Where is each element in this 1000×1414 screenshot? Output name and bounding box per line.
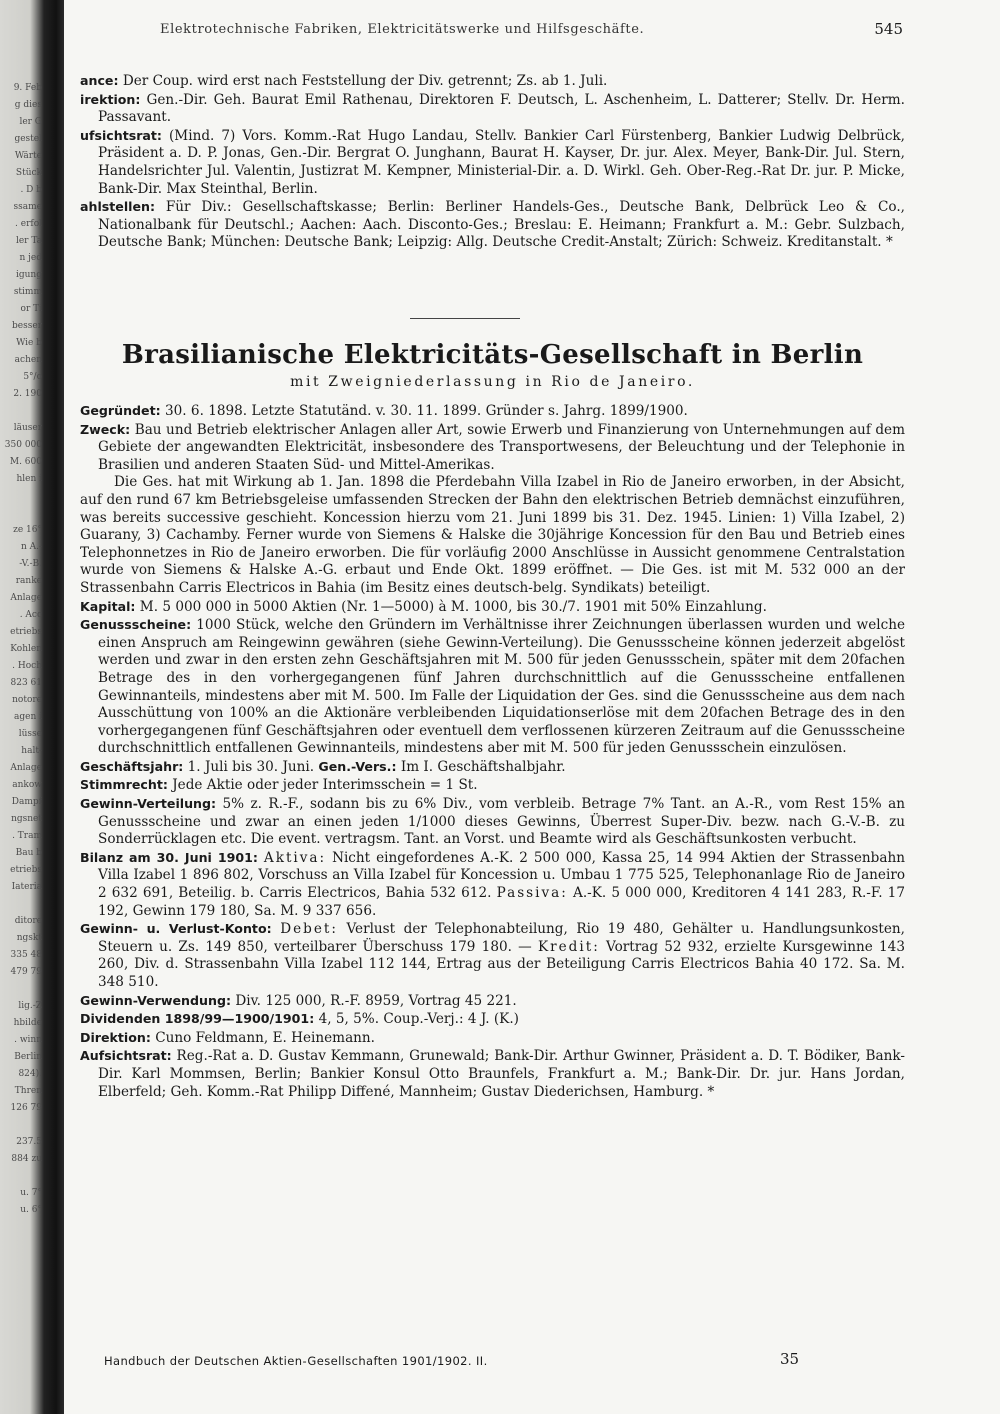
spine-fragment: . Tram	[12, 831, 42, 841]
spine-fragment: 126 79	[10, 1103, 42, 1113]
spine-fragment: Kohlen	[10, 644, 42, 654]
previous-page-fragments	[2, 80, 42, 1219]
spine-fragment: igung	[16, 270, 42, 280]
spine-fragment: 823 61	[10, 678, 42, 688]
spine-fragment: ditore	[14, 916, 42, 926]
spine-fragment	[2, 403, 42, 420]
spine-fragment: n A.-	[20, 542, 42, 552]
book-spine	[0, 0, 64, 1414]
entry-gewinn-verlust: Gewinn- u. Verlust-Konto: Debet: Verlust der Telephonabteilung, Rio 19 480, Gehälter u. Handlungsunkosten, Steuern u. Zs. 149 850, verteilbarer Überschuss 179 180. — Kredit: Vortrag 52 932, erzielte Kursgewinne 143 260, Div. d. Strassenbahn Villa Izabel 112 144, Ertrag aus der Beteiligung Carris Electricos Bahia 40 172. Sa. M. 348 510.	[80, 921, 905, 990]
spine-fragment: läuser	[13, 423, 42, 433]
spine-fragment: u. 7°	[20, 1188, 42, 1198]
spine-fragment: Anlage	[10, 593, 42, 603]
prev-entry-label: ufsichtsrat:	[80, 127, 162, 143]
previous-company-tail	[80, 72, 905, 252]
spine-fragment: n jed	[19, 253, 42, 263]
entry-dividenden: Dividenden 1898/99—1900/1901: 4, 5, 5%. Coup.-Verj.: 4 J. (K.)	[80, 1011, 519, 1028]
spine-fragment: lig.-Z	[18, 1001, 42, 1011]
entry-stimmrecht: Stimmrecht: Jede Aktie oder jeder Interimsschein = 1 St.	[80, 777, 478, 794]
entry-aufsichtsrat: Aufsichtsrat: Reg.-Rat a. D. Gustav Kemmann, Grunewald; Bank-Dir. Arthur Gwinner, Präsident a. D. T. Bödiker, Bank-Dir. Karl Mommsen, Berlin; Bankier Konsul Otto Braunfels, Frankfurt a. M.; Bank-Dir. Dr. jur. Hans Jordan, Elberfeld; Geh. Komm.-Rat Philipp Diffené, Mannheim; Gustav Diederichsen, Hamburg. *	[80, 1048, 905, 1100]
spine-fragment: achen	[14, 355, 42, 365]
entry-gewinn-verwendung: Gewinn-Verwendung: Div. 125 000, R.-F. 8959, Vortrag 45 221.	[80, 992, 517, 1009]
prev-entry-label: ance:	[80, 73, 119, 88]
spine-fragment: 884 zu	[11, 1154, 42, 1164]
spine-fragment: Berlin	[14, 1052, 42, 1062]
prev-entry	[80, 127, 905, 198]
spine-fragment: ler Ta	[15, 236, 42, 246]
spine-fragment: 9. Feb	[13, 83, 42, 93]
entry-gewinn-verteilung: Gewinn-Verteilung: 5% z. R.-F., sodann bis zu 6% Div., vom verbleib. Betrage 7% Tant. an A.-R., vom Rest 15% an Genussscheine und zwar an einen jeden 1/1000 dieses Gewinns, Überrest Super-Div. bezw. nach G.-V.-B. zu Sonderrücklagen etc. Die event. vertragsm. Tant. an Vorst. und Beamte wird als Geschäftsunkosten verbucht.	[80, 796, 905, 848]
entry-geschaeftsjahr: Geschäftsjahr: 1. Juli bis 30. Juni. Gen.-Vers.: Im I. Geschäftshalbjahr.	[80, 758, 566, 775]
page	[80, 0, 915, 1414]
company-subtitle: mit Zweigniederlassung in Rio de Janeiro.	[290, 374, 695, 390]
section-divider	[410, 318, 520, 319]
spine-fragment: etriebs	[10, 865, 42, 875]
company-title: Brasilianische Elektricitäts-Gesellschaft in Berlin	[121, 340, 864, 370]
spine-fragment: . D b	[20, 185, 42, 195]
spine-fragment: . Acc	[19, 610, 42, 620]
spine-fragment: 824).	[18, 1069, 42, 1079]
prev-entry-label: irektion:	[80, 91, 141, 107]
prev-entry-text: (Mind. 7) Vors. Komm.-Rat Hugo Landau, Stellv. Bankier Carl Fürstenberg, Bankier Ludwig Delbrück, Präsident a. D. P. Jonas, Gen.-Dir. Bergrat O. Junghann, Baurat H. Kayser, Dr. jur. Alex. Meyer, Bank-Dir. Jul. Stern, Handelsrichter Jul. Valentin, Justizrat M. Kempner, Ministerial-Dir. a. D. Wirkl. Geh. Ober-Reg.-Rat Dr. jur. P. Micke, Bank-Dir. Max Steinthal, Berlin.	[98, 127, 905, 197]
prev-entry	[80, 198, 905, 252]
spine-fragment: ngsnet	[11, 814, 42, 824]
entry-gegruendet: Gegründet: 30. 6. 1898. Letzte Statutänd. v. 30. 11. 1899. Gründer s. Jahrg. 1899/1900.	[80, 403, 688, 419]
spine-fragment: 479 79	[10, 967, 42, 977]
footer-signature: 35	[780, 1350, 800, 1368]
spine-fragment: -V.-B.	[19, 559, 42, 569]
spine-fragment: 335 48	[10, 950, 42, 960]
entry-direktion: Direktion: Cuno Feldmann, E. Heinemann.	[80, 1029, 376, 1046]
page-number: 545	[874, 20, 903, 38]
spine-fragment: ngskt	[16, 933, 42, 943]
spine-fragment: ze 16°	[13, 525, 42, 535]
spine-fragment: etriebs	[10, 627, 42, 637]
spine-fragment: u. 6°	[20, 1205, 42, 1215]
spine-fragment: or Ti	[20, 304, 42, 314]
company-entry	[80, 402, 905, 1101]
spine-fragment	[2, 1117, 42, 1134]
spine-fragment	[2, 488, 42, 505]
spine-fragment: ssame	[13, 202, 42, 212]
entry-zweck-paragraph: Die Ges. hat mit Wirkung ab 1. Jan. 1898 die Pferdebahn Villa Izabel in Rio de Janeiro erworben, in der Absicht, auf den rund 67 km Betriebsgeleise umfassenden Strecken der Bahn den elektrischen Betrieb demnächst einzuführen, was bereits successive geschieht. Koncession hierzu vom 21. Juni 1899 bis 31. Dez. 1945. Linien: 1) Villa Izabel, 2) Guarany, 3) Cachamby. Ferner wurde von Siemens & Halske die 30jährige Koncession für den Bau und Betrieb eines Telephonnetzes in Rio de Janeiro erworben. Die für vorläufig 2000 Anschlüsse in Aussicht genommene Centralstation wurde von Siemens & Halske A.-G. erbaut und Ende Okt. 1899 eröffnet. — Die Ges. ist mit M. 532 000 an der Strassenbahn Carris Electricos in Bahia (im Besitz eines deutsch-belg. Syndikats) beteiligt.	[80, 474, 905, 596]
spine-fragment: . winn	[14, 1035, 42, 1045]
spine-fragment: halt-	[21, 746, 42, 756]
spine-fragment: Thren	[14, 1086, 42, 1096]
spine-fragment: Wie b	[16, 338, 42, 348]
spine-fragment: Stück	[15, 168, 42, 178]
spine-fragment: hlen i	[16, 474, 42, 484]
entry-kapital: Kapital: M. 5 000 000 in 5000 Aktien (Nr. 1—5000) à M. 1000, bis 30./7. 1901 mit 50% Einzahlung.	[80, 598, 767, 615]
spine-fragment: 350 000	[4, 440, 42, 450]
spine-fragment: ranke	[15, 576, 42, 586]
spine-fragment: Iateria	[11, 882, 42, 892]
spine-fragment: lüsse	[18, 729, 42, 739]
spine-fragment: 237.5	[16, 1137, 42, 1147]
spine-fragment: Anlage	[10, 763, 42, 773]
spine-fragment	[2, 1168, 42, 1185]
spine-fragment: hbilde	[13, 1018, 42, 1028]
prev-entry-label: ahlstellen:	[80, 199, 156, 215]
spine-fragment: . Hoch	[12, 661, 42, 671]
spine-fragment: 5°/o	[23, 372, 42, 382]
spine-fragment: gestel	[14, 134, 42, 144]
spine-fragment: g dies	[14, 100, 42, 110]
spine-fragment: ankow	[12, 780, 42, 790]
spine-fragment	[2, 505, 42, 522]
spine-fragment: M. 600	[9, 457, 42, 467]
entry-genussscheine: Genussscheine: 1000 Stück, welche den Gründern im Verhältnisse ihrer Zeichnungen überlassen wurden und welche einen Anspruch am Reingewinn gewähren (siehe Gewinn-Verteilung). Die Genussscheine können jederzeit abgelöst werden und zwar in den ersten zehn Geschäftsjahren mit M. 500 für jeden Genussschein, später mit dem 20fachen Betrage des in den vorhergegangenen fünf Jahren durchschnittlich auf die Genussscheine entfallenen Gewinnanteils, mindestens aber mit M. 500. Im Falle der Liquidation der Ges. sind die Genussscheine aus dem nach Ausschüttung von 100% an die Aktionäre verbleibenden Liquidationserlöse mit dem 20fachen Betrage des in den vorhergegangenen fünf Geschäftsjahren oder eventuell dem verflossenen kürzeren Zeitraum auf die Genussscheine durchschnittlich entfallenen Gewinnanteils, mindestens aber mit M. 500 für jeden Genussschein einzulösen.	[80, 617, 905, 757]
running-head: Elektrotechnische Fabriken, Elektricitätswerke und Hilfsgeschäfte.	[160, 22, 645, 37]
spine-fragment: notore	[12, 695, 42, 705]
spine-fragment: stimm	[13, 287, 42, 297]
spine-fragment: Wärte	[14, 151, 42, 161]
spine-fragment	[2, 981, 42, 998]
entry-zweck: Zweck: Bau und Betrieb elektrischer Anlagen aller Art, sowie Erwerb und Finanzierung von Unternehmungen auf dem Gebiete der angewandten Elektricität, insbesondere des Transportwesens, der Beleuchtung und der Telephonie in Brasilien und anderen Staaten Süd- und Mittel-Amerikas.	[80, 421, 905, 473]
spine-fragment: ler G	[19, 117, 42, 127]
spine-fragment: . erfol	[15, 219, 42, 229]
entry-bilanz: Bilanz am 30. Juni 1901: Aktiva: Nicht eingefordenes A.-K. 2 500 000, Kassa 25, 14 994 Aktien der Strassenbahn Villa Izabel 1 896 802, Vorschuss an Villa Izabel für Koncession u. Umbau 1 775 525, Telephonanlage Rio de Janeiro 2 632 691, Beteilig. b. Carris Electricos, Bahia 532 612. Passiva: A.-K. 5 000 000, Kreditoren 4 141 283, R.-F. 17 192, Gewinn 179 180, Sa. M. 9 337 656.	[80, 849, 905, 919]
spine-fragment: 2. 190	[13, 389, 42, 399]
spine-fragment: besser	[12, 321, 42, 331]
spine-fragment: Dampf	[11, 797, 42, 807]
footer-publication: Handbuch der Deutschen Aktien-Gesellschaften 1901/1902. II.	[104, 1354, 488, 1368]
prev-entry	[80, 72, 905, 91]
prev-entry-text: Für Div.: Gesellschaftskasse; Berlin: Berliner Handels-Ges., Deutsche Bank, Delbrück Leo & Co., Nationalbank für Deutschl.; Aachen: Aach. Disconto-Ges.; Breslau: E. Heimann; Frankfurt a. M.: Gebr. Sulzbach, Deutsche Bank; München: Deutsche Bank; Leipzig: Allg. Deutsche Credit-Anstalt; Zürich: Schweiz. Kreditanstalt. *	[98, 199, 905, 251]
prev-entry	[80, 91, 905, 127]
prev-entry-text: Der Coup. wird erst nach Feststellung der Div. getrennt; Zs. ab 1. Juli.	[118, 73, 608, 89]
spine-fragment: agen i	[14, 712, 42, 722]
prev-entry-text: Gen.-Dir. Geh. Baurat Emil Rathenau, Direktoren F. Deutsch, L. Aschenheim, L. Datterer; Stellv. Dr. Herm. Passavant.	[98, 91, 905, 126]
spine-fragment: Bau b	[15, 848, 42, 858]
spine-fragment	[2, 896, 42, 913]
